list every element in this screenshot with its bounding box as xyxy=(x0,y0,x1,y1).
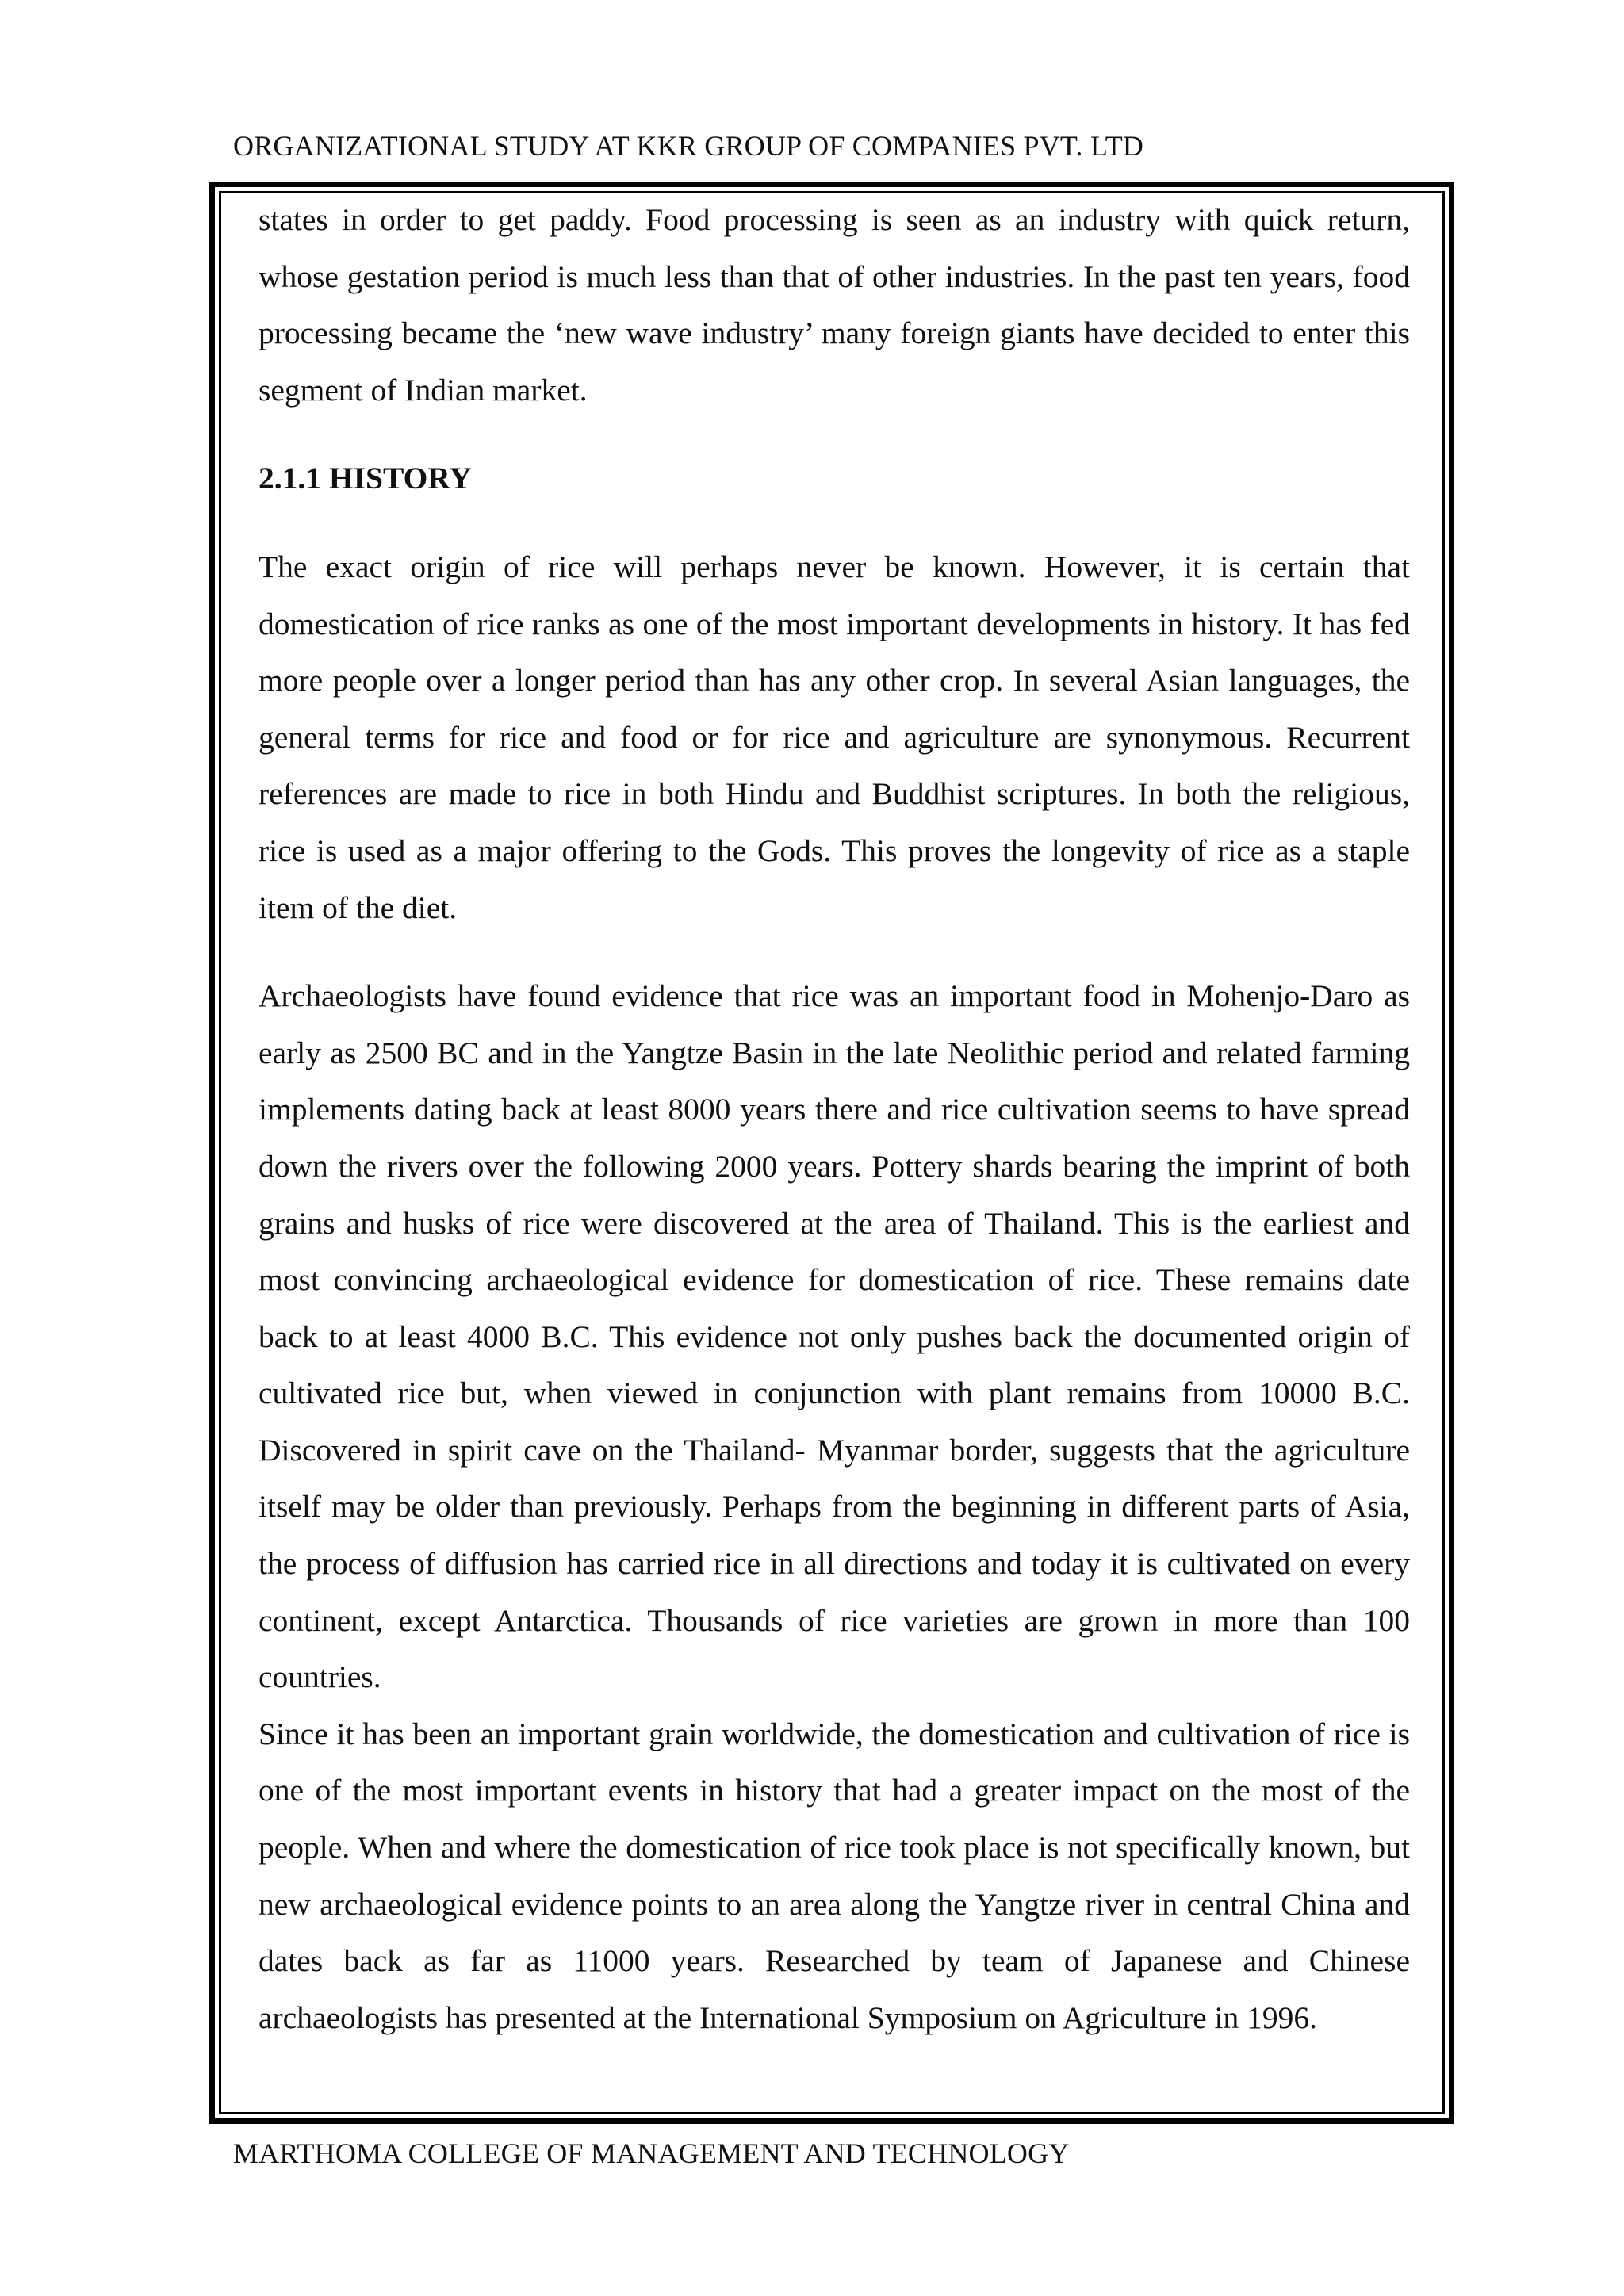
running-header: ORGANIZATIONAL STUDY AT KKR GROUP OF COMPANIES PVT. LTD xyxy=(233,130,1144,162)
section-heading: 2.1.1 HISTORY xyxy=(259,461,472,496)
history-paragraph-1: The exact origin of rice will perhaps never be known. However, it is certain that domestication of rice ranks as one of the most important developments in history. It has fed more people over a longer period than has any other crop. In several Asian languages, the general terms for rice and food or for rice and agriculture are synonymous. Recurrent references are made to rice in both Hindu and Buddhist scriptures. In both the religious, rice is used as a major offering to the Gods. This proves the longevity of rice as a staple item of the diet. xyxy=(259,549,1410,925)
running-footer: MARTHOMA COLLEGE OF MANAGEMENT AND TECHNOLOGY xyxy=(233,2137,1070,2169)
history-paragraph-2: Archaeologists have found evidence that rice was an important food in Mohenjo-Daro as early as 2500 BC and in the Yangtze Basin in the late Neolithic period and related farming implements dating back at least 8000 years there and rice cultivation seems to have spread down the rivers over the following 2000 years. Pottery shards bearing the imprint of both grains and husks of rice were discovered at the area of Thailand. This is the earliest and most convincing archaeological evidence for domestication of rice. These remains date back to at least 4000 B.C. This evidence not only pushes back the documented origin of cultivated rice but, when viewed in conjunction with plant remains from 10000 B.C. Discovered in spirit cave on the Thailand- Myanmar border, suggests that the agriculture itself may be older than previously. Perhaps from the beginning in different parts of Asia, the process of diffusion has carried rice in all directions and today it is cultivated on every continent, except Antarctica. Thousands of rice varieties are grown in more than 100 countries. xyxy=(259,978,1410,1695)
intro-paragraph: states in order to get paddy. Food processing is seen as an industry with quick return, whose gestation period is much less than that of other industries. In the past ten years, food processing became the ‘new wave industry’ many foreign giants have decided to enter this segment of Indian market. xyxy=(259,202,1410,408)
page-content xyxy=(259,192,1410,2046)
history-paragraph-3: Since it has been an important grain worldwide, the domestication and cultivation of rice is one of the most important events in history that had a greater impact on the most of the people. When and where the domestication of rice took place is not specifically known, but new archaeological evidence points to an area along the Yangtze river in central China and dates back as far as 11000 years. Researched by team of Japanese and Chinese archaeologists has presented at the International Symposium on Agriculture in 1996. xyxy=(259,1716,1410,2035)
